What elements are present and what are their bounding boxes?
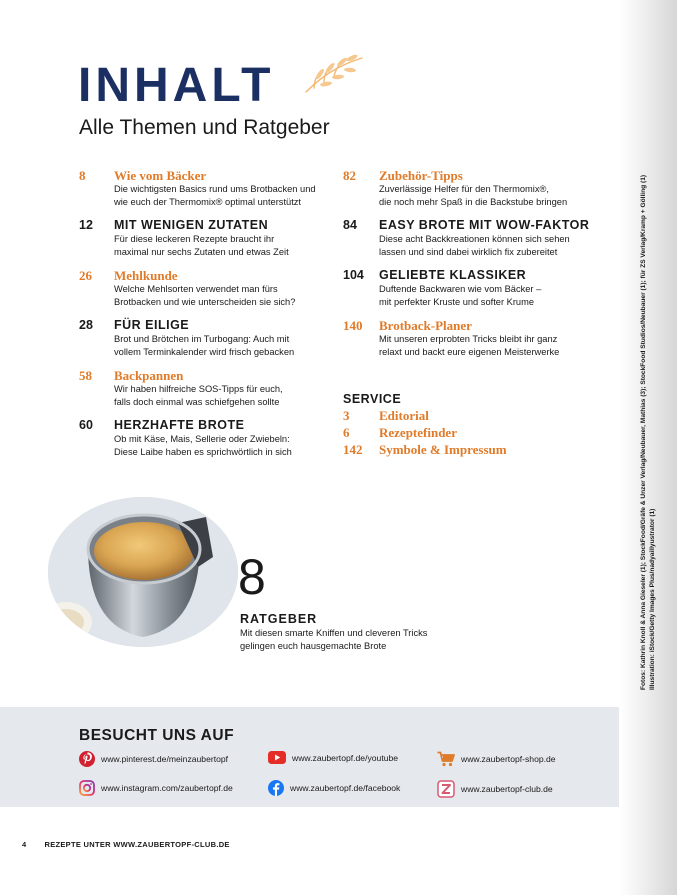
toc-left-column	[79, 168, 329, 468]
service-label: Rezeptefinder	[379, 425, 457, 440]
social-link-text: www.instagram.com/zaubertopf.de	[101, 783, 233, 793]
toc-entry-description: Brot und Brötchen im Turbogang: Auch mit vollem Terminkalender wird frisch gebacken	[114, 334, 295, 357]
photo-credit-line: Fotos: Kathrin Knoll & Anna Gieseler (1); StockFood/Gräfe & Unzer Verlag/Neubauer, Mathias (3); StockFood Studios/Neubauer (1); für ZS Verlag/Kramp + Gölling (1)	[640, 174, 647, 690]
toc-page-number: 82	[343, 168, 356, 183]
social-link-text: www.zaubertopf.de/youtube	[292, 752, 399, 763]
toc-entry-description: Die wichtigsten Basics rund ums Brotbacken und wie euch der Thermomix® optimal unterstützt	[114, 184, 316, 207]
toc-entry[interactable]	[79, 268, 329, 318]
service-page-number: 3	[343, 408, 350, 423]
toc-entry[interactable]	[343, 168, 603, 218]
toc-page-number: 58	[79, 368, 92, 383]
toc-entry-description: Zuverlässige Helfer für den Thermomix®, die noch mehr Spaß in die Backstube bringen	[379, 184, 568, 207]
social-link-facebook[interactable]	[268, 780, 400, 796]
feature-title: RATGEBER	[240, 612, 318, 626]
toc-entry-description: Ob mit Käse, Mais, Sellerie oder Zwiebeln: Diese Laibe haben es sprichwörtlich in sich	[114, 434, 292, 457]
page-title: INHALT	[78, 59, 275, 112]
service-label: Editorial	[379, 408, 429, 423]
dough-bowl-illustration	[48, 497, 238, 647]
toc-entry-title: FÜR EILIGE	[114, 318, 190, 332]
social-link-instagram[interactable]	[79, 780, 233, 796]
social-links-band	[0, 707, 619, 807]
toc-page-number: 12	[79, 218, 93, 232]
toc-entry-description: Mit unseren erprobten Tricks bleibt ihr ganz relaxt und backt eure eigenen Meisterwerke	[379, 334, 560, 357]
service-page-number: 142	[343, 442, 363, 457]
youtube-icon	[268, 751, 286, 764]
social-link-pinterest[interactable]	[79, 751, 228, 767]
service-heading: SERVICE	[343, 392, 402, 406]
footer-text[interactable]: REZEPTE UNTER WWW.ZAUBERTOPF-CLUB.DE	[44, 840, 230, 849]
illustration-credit-line: Illustration: iStock/Getty Images Plus/nadyaillyustrator (1)	[648, 508, 656, 690]
page-footer	[22, 840, 230, 849]
social-link-club[interactable]	[437, 780, 553, 798]
toc-page-number: 60	[79, 418, 93, 432]
dough-bowl-photo	[48, 497, 238, 647]
wheat-icon	[300, 44, 370, 96]
instagram-icon	[79, 780, 95, 796]
toc-page-number: 104	[343, 268, 364, 282]
social-link-youtube[interactable]	[268, 751, 398, 764]
social-link-text: www.pinterest.de/meinzaubertopf	[101, 754, 229, 764]
social-link-text: www.zaubertopf-shop.de	[461, 754, 556, 764]
social-link-text: www.zaubertopf.de/facebook	[290, 783, 401, 793]
club-z-icon	[437, 780, 455, 798]
toc-entry[interactable]	[79, 218, 329, 268]
service-page-number: 6	[343, 425, 350, 440]
toc-entry-title: Brotback-Planer	[379, 318, 472, 333]
toc-entry-title: Backpannen	[114, 368, 184, 383]
service-item[interactable]	[343, 408, 429, 424]
toc-right-column	[343, 168, 603, 368]
toc-page-number: 26	[79, 268, 92, 283]
service-label: Symbole & Impressum	[379, 442, 507, 457]
toc-entry-description: Für diese leckeren Rezepte braucht ihr maximal nur sechs Zutaten und etwas Zeit	[114, 234, 289, 257]
toc-page-number: 8	[79, 168, 86, 183]
page-number: 4	[22, 840, 27, 849]
toc-entry-title: Zubehör-Tipps	[379, 168, 463, 183]
facebook-icon	[268, 780, 284, 796]
toc-page-number: 28	[79, 318, 93, 332]
toc-entry-title: EASY BROTE MIT WOW-FAKTOR	[379, 218, 590, 232]
toc-entry[interactable]	[79, 368, 329, 418]
feature-number: 8	[238, 549, 266, 605]
toc-entry-title: MIT WENIGEN ZUTATEN	[114, 218, 269, 232]
toc-entry-description: Duftende Backwaren wie vom Bäcker – mit perfekter Kruste und softer Krume	[379, 284, 542, 307]
toc-entry-description: Welche Mehlsorten verwendet man fürs Brotbacken und wie unterscheiden sie sich?	[114, 284, 296, 307]
social-heading: BESUCHT UNS AUF	[79, 727, 235, 744]
photo-credits	[640, 160, 654, 690]
toc-entry-description: Wir haben hilfreiche SOS-Tipps für euch, falls doch einmal was schiefgehen sollte	[114, 384, 283, 407]
toc-entry-title: HERZHAFTE BROTE	[114, 418, 245, 432]
social-link-text: www.zaubertopf-club.de	[461, 784, 553, 794]
toc-entry-title: Wie vom Bäcker	[114, 168, 207, 183]
toc-entry-title: GELIEBTE KLASSIKER	[379, 268, 527, 282]
feature-description: Mit diesen smarte Kniffen und cleveren Tricks gelingen euch hausgemachte Brote	[240, 628, 428, 651]
toc-entry-title: Mehlkunde	[114, 268, 178, 283]
toc-page-number: 84	[343, 218, 357, 232]
toc-entry-description: Diese acht Backkreationen können sich sehen lassen und sind dabei wirklich fix zubereitet	[379, 234, 570, 257]
toc-entry[interactable]	[343, 218, 603, 268]
social-link-shop[interactable]	[437, 751, 556, 767]
pinterest-icon	[79, 751, 95, 767]
shop-cart-icon	[437, 751, 455, 767]
toc-entry[interactable]	[343, 268, 603, 318]
toc-entry[interactable]	[79, 418, 329, 468]
toc-entry[interactable]	[343, 318, 603, 368]
toc-entry[interactable]	[79, 318, 329, 368]
page-subtitle: Alle Themen und Ratgeber	[79, 116, 330, 139]
service-item[interactable]	[343, 442, 507, 458]
toc-page-number: 140	[343, 318, 363, 333]
toc-entry[interactable]	[79, 168, 329, 218]
service-item[interactable]	[343, 425, 457, 441]
